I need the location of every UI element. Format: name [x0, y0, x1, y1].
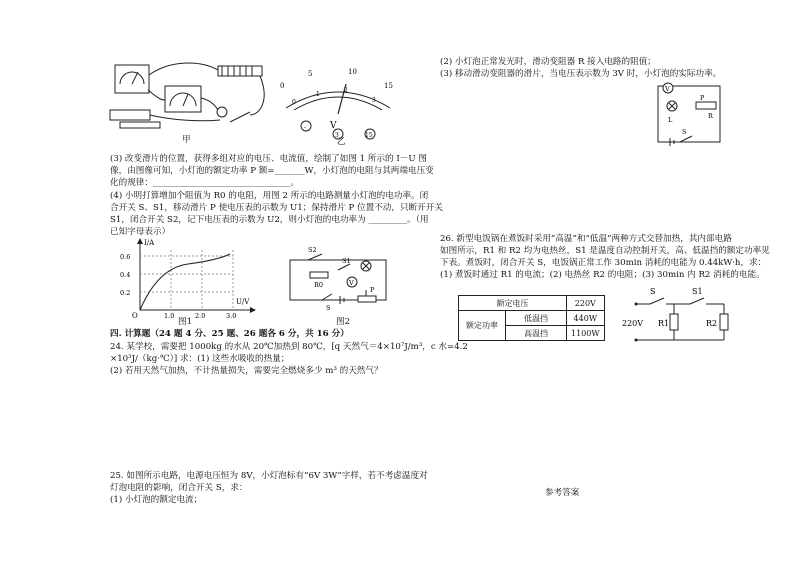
fig2-caption: 图2 [336, 317, 351, 327]
q26-line1: 26. 新型电饭锅在煮饭时采用“高温”和“低温”两种方式交替加热，其内部电路 [440, 234, 732, 244]
label-p25: P [700, 94, 705, 102]
circuit-figure-26 [622, 287, 738, 348]
voltmeter-scale [278, 68, 398, 138]
q25-part2: (2) 小灯泡正常发光时，滑动变阻器 R 接入电路的阻值； [440, 57, 656, 67]
q24-line3: (2) 若用天然气加热，不计热量损失，需要完全燃烧多少 m³ 的天然气？ [110, 366, 383, 376]
label-s25: S [682, 128, 687, 136]
label-s1: S1 [342, 257, 351, 265]
q25-line3: (1) 小灯泡的额定电流； [110, 495, 203, 505]
meter-unit-v: V [330, 121, 337, 131]
circuit-figure-25 [650, 84, 730, 150]
label-yi: 乙 [337, 137, 346, 147]
svg-text:-: - [304, 124, 307, 131]
q23-part3-line1: (3) 改变滑片的位置，获得多组对应的电压、电流值，绘制了如图 1 所示的 I－U 图 [110, 154, 427, 164]
ytick-04: 0.4 [120, 271, 131, 279]
q24-line1: 24. 某学校，需要把 1000kg 的水从 20℃加热到 80℃，[q 天然气＝4×10⁷J/m³，c 水=4.2 [110, 342, 468, 352]
label-220v: 220V [622, 319, 644, 328]
scale-10: 10 [348, 68, 357, 76]
scale-inner-0: 0 [292, 99, 296, 106]
cell-high-label: 高温挡 [506, 326, 567, 341]
scale-inner-3: 3 [372, 97, 376, 104]
label-r25: R [708, 112, 713, 120]
label-s1-26: S1 [692, 287, 703, 296]
ytick-06: 0.6 [120, 253, 131, 261]
cell-low-label: 低温挡 [506, 311, 567, 326]
svg-text:3: 3 [335, 132, 339, 139]
cell-high-value: 1100W [567, 326, 605, 341]
iu-graph [118, 238, 258, 318]
cell-low-value: 440W [567, 311, 605, 326]
q23-part4-line1: (4) 小明打算增加个阻值为 R0 的电阻，用图 2 所示的电路测量小灯泡的电功率。闭 [110, 191, 429, 201]
label-s2: S2 [308, 246, 317, 254]
q23-part4-line4: 已知字母表示） [110, 227, 171, 237]
cell-rated-power-label: 额定功率 [459, 311, 506, 341]
scale-inner-2: 2 [344, 87, 348, 94]
label-r0: R0 [314, 281, 324, 289]
scale-0: 0 [280, 82, 285, 90]
q26-line2: 如图所示，R1 和 R2 均为电热丝，S1 是温度自动控制开关，高、低温挡的额定功率见 [440, 246, 770, 256]
xtick-30: 3.0 [226, 312, 237, 320]
circuit-figure-2 [288, 246, 388, 314]
q23-part3-line2: 像，由图像可知，小灯泡的额定功率 P 额=_______W，小灯泡的电阻与其两端电压变 [110, 166, 434, 176]
label-v2: V [349, 279, 354, 287]
q24-line2: ×10³J/（kg·℃）] 求：(1) 这些水吸收的热量； [110, 354, 290, 364]
label-s: S [326, 304, 331, 312]
xtick-20: 2.0 [195, 312, 206, 320]
q26-line4: (1) 煮饭时通过 R1 的电流；(2) 电热丝 R2 的电阻；(3) 30min 内 R2 消耗的电能。 [440, 270, 765, 280]
label-r2: R2 [706, 319, 718, 328]
q25-line2: 灯泡电阻的影响，闭合开关 S，求： [110, 483, 248, 493]
label-p: P [370, 286, 375, 294]
section-heading-calc: 四. 计算题（24 题 4 分、25 题、26 题各 6 分，共 16 分） [110, 329, 349, 339]
label-v25: V [665, 85, 670, 93]
graph-ylabel: I/A [144, 239, 155, 247]
q23-part4-line2: 合开关 S、S1，移动滑片 P 使电压表的示数为 U1；保持滑片 P 位置不动，只断开开关 [110, 203, 443, 213]
scale-15: 15 [384, 82, 393, 90]
svg-text:15: 15 [365, 132, 373, 139]
graph-xlabel: U/V [236, 298, 250, 306]
q25-line1: 25. 如图所示电路，电源电压恒为 8V，小灯泡标有“6V 3W”字样，若不考虑温度对 [110, 471, 428, 481]
answer-title: 参考答案 [545, 488, 580, 498]
label-s26: S [650, 287, 656, 296]
cell-rated-voltage: 220V [567, 296, 605, 311]
q23-part4-line3: S1，闭合开关 S2，记下电压表的示数为 U2，则小灯泡的电功率为 _________。（用 [110, 215, 429, 225]
graph-origin: O [132, 312, 138, 320]
spec-table [458, 295, 605, 341]
cell-rated-voltage-label: 额定电压 [459, 296, 567, 311]
q26-line3: 下表。煮饭时，闭合开关 S，电饭锅正常工作 30min 消耗的电能为 0.44kW·h，求： [440, 258, 767, 268]
graph-caption: 图1 [178, 317, 193, 327]
label-l: L [668, 116, 673, 124]
scale-inner-1: 1 [316, 91, 320, 98]
q25-part3: (3) 移动滑动变阻器的滑片，当电压表示数为 3V 时，小灯泡的实际功率。 [440, 69, 722, 79]
label-r1: R1 [658, 319, 670, 328]
label-jia: 甲 [182, 135, 191, 145]
q23-part3-line3: 化的规律：________________________________。 [110, 178, 300, 188]
ytick-02: 0.2 [120, 289, 131, 297]
xtick-10: 1.0 [164, 312, 175, 320]
scale-5: 5 [308, 70, 313, 78]
